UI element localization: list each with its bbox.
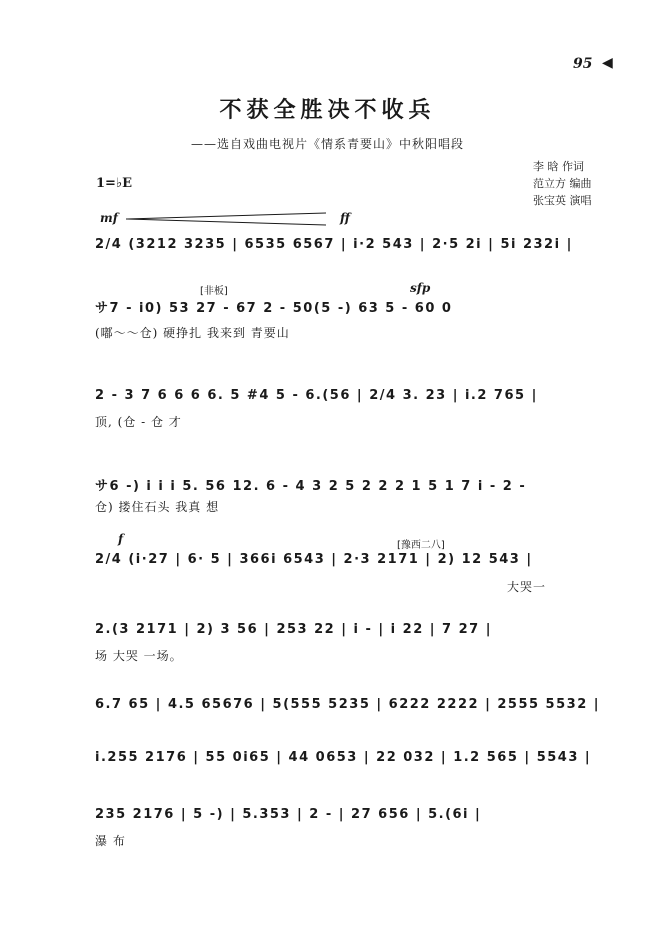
- section-label-yuxi: [豫西二八]: [397, 540, 445, 551]
- dynamic-sfp: sfp: [410, 281, 431, 295]
- page-corner-arrow-icon: ◀: [602, 55, 613, 71]
- lyrics-line-5: 大哭一: [507, 580, 547, 594]
- notation-line-3: 2 - 3 7 6 6 6 6. 5 #4 5 - 6.(56 | 2/4 3. 23 | i.2 765 |: [95, 388, 538, 403]
- lyrics-line-9: 瀑 布: [95, 834, 126, 848]
- dynamic-ff: ff: [340, 211, 350, 225]
- credit-arranger: 范立方 编曲: [533, 177, 592, 190]
- dynamic-mf: mf: [100, 211, 118, 225]
- credit-lyricist: 李 晗 作词: [533, 160, 584, 173]
- notation-line-1: 2/4 (3212 3235 | 6535 6567 | i·2 543 | 2·5 2i | 5i 232i |: [95, 237, 573, 252]
- page-title: 不获全胜决不收兵: [219, 97, 436, 123]
- lyrics-line-6: 场 大哭 一场。: [95, 649, 183, 663]
- credit-singer: 张宝英 演唱: [533, 194, 592, 207]
- section-label-feiban: [非板]: [200, 286, 228, 297]
- notation-line-9: 235 2176 | 5 -) | 5.353 | 2 - | 27 656 | 5.(6i |: [95, 807, 482, 822]
- notation-line-8: i.255 2176 | 55 0i65 | 44 0653 | 22 032 | 1.2 565 | 5543 |: [95, 750, 592, 765]
- dynamic-f: f: [118, 532, 124, 546]
- lyrics-line-2: (嘟～～仓) 硬挣扎 我来到 青要山: [95, 326, 290, 340]
- notation-line-5: 2/4 (i·27 | 6· 5 | 366i 6543 | 2·3 2171 | 2) 12 543 |: [95, 552, 533, 567]
- crescendo-hairpin: [126, 212, 331, 226]
- notation-line-4: サ6 -) i i i 5. 56 12. 6 - 4 3 2 5 2 2 2 1 5 1 7 i - 2 -: [95, 479, 527, 494]
- notation-line-7: 6.7 65 | 4.5 65676 | 5(555 5235 | 6222 2222 | 2555 5532 |: [95, 697, 601, 712]
- lyrics-line-3: 顶, (仓 - 仓 才: [95, 415, 182, 429]
- key-signature: 1=♭E: [96, 176, 132, 191]
- credits: [533, 158, 592, 209]
- lyrics-line-4: 仓) 搂住石头 我真 想: [95, 500, 220, 514]
- page-number: 95: [573, 56, 593, 72]
- notation-line-6: 2.(3 2171 | 2) 3 56 | 253 22 | i - | i 22 | 7 27 |: [95, 622, 492, 637]
- subtitle: ——选自戏曲电视片《情系青要山》中秋阳唱段: [190, 137, 464, 151]
- notation-line-2: サ7 - i0) 53 27 - 67 2 - 50(5 -) 63 5 - 60 0: [95, 301, 453, 316]
